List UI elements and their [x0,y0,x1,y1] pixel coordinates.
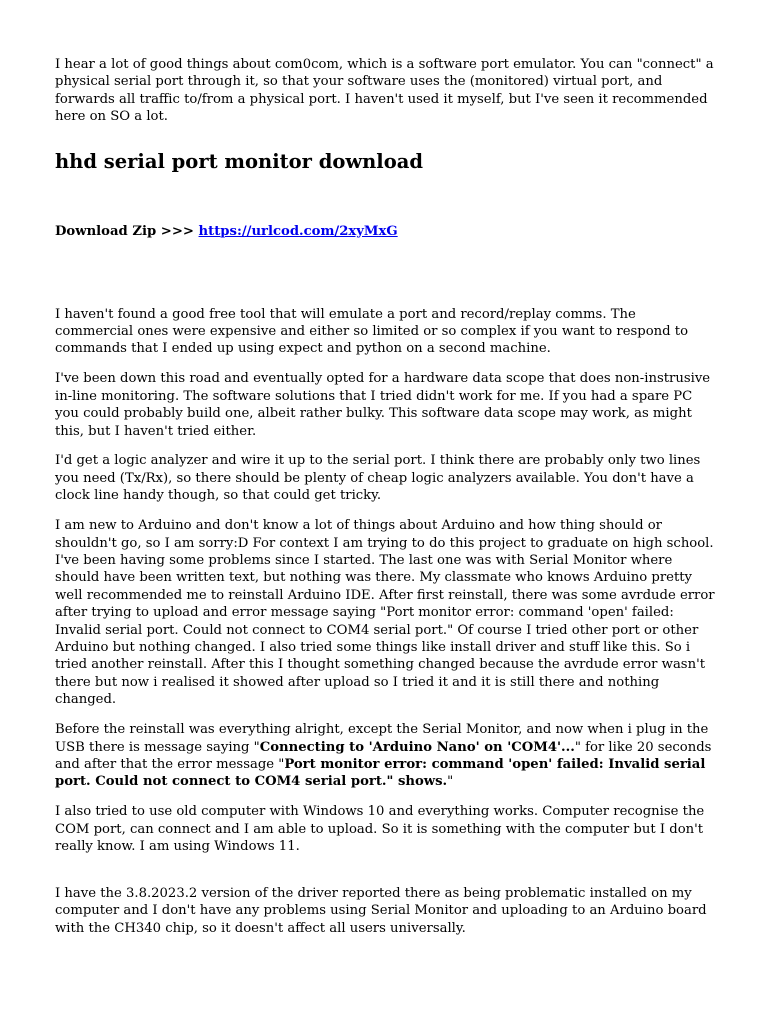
paragraph-5-text-1: Before the reinstall was everything alright, except the Serial Monitor, and now when i plug in the USB there is message saying " [55,722,709,755]
paragraph-5-text-3: " [447,774,454,790]
spacer [55,240,717,306]
paragraph-5 [55,721,717,791]
paragraph-5-bold-2: Port monitor error: command 'open' failed: Invalid serial port. Could not connect to COM4 serial port." shows. [55,756,706,790]
paragraph-2: I've been down this road and eventually opted for a hardware data scope that does non-instrusive in-line monitoring. The software solutions that I tried didn't work for me. If you had a spare PC you could probably build one, albeit rather bulky. This software data scope may work, as might this, but I haven't tried either. [55,371,711,439]
paragraph-4: I am new to Arduino and don't know a lot of things about Arduino and how thing should or shouldn't go, so I am sorry:D For context I am trying to do this project to graduate on high school. I've been having some problems since I started. The last one was with Serial Monitor where should have been written text, but nothing was there. My classmate who knows Arduino pretty well recommended me to reinstall Arduino IDE. After first reinstall, there was some avrdude error after trying to upload and error message saying "Port monitor error: command 'open' failed: Invalid serial port. Could not connect to COM4 serial port." Of course I tried other port or other Arduino but nothing changed. I also tried some things like install driver and stuff like this. So i tried another reinstall. After this I thought something changed because the avrdude error wasn't there but now i realised it showed after upload so I tried it and it is still there and nothing changed. [55,518,715,708]
article [55,56,717,937]
download-line [55,223,717,240]
page-title: hhd serial port monitor download [55,149,423,173]
paragraph-5-bold-1: Connecting to 'Arduino Nano' on 'COM4'... [259,739,575,755]
paragraph-7: I have the 3.8.2023.2 version of the driver reported there as being problematic installed on my computer and I don't have any problems using Serial Monitor and uploading to an Arduino board with the CH340 chip, so it doesn't affect all users universally. [55,886,707,936]
paragraph-3: I'd get a logic analyzer and wire it up to the serial port. I think there are probably only two lines you need (Tx/Rx), so there should be plenty of cheap logic analyzers available. You don't have a clock line handy though, so that could get tricky. [55,453,701,504]
download-link[interactable]: https://urlcod.com/2xyMxG [198,223,398,239]
spacer [55,868,717,885]
download-label: Download Zip >>> [55,223,194,239]
paragraph-5-text-2: " for like 20 seconds and after that the error message " [55,739,712,772]
intro-paragraph: I hear a lot of good things about com0com, which is a software port emulator. You can "connect" a physical serial port through it, so that your software uses the (monitored) virtual port, and forwards all traffic to/from a physical port. I haven't used it myself, but I've seen it recommended here on SO a lot. [55,57,714,125]
paragraph-6: I also tried to use old computer with Windows 10 and everything works. Computer recognise the COM port, can connect and I am able to upload. So it is something with the computer but I don't really know. I am using Windows 11. [55,804,705,855]
paragraph-1: I haven't found a good free tool that will emulate a port and record/replay comms. The commercial ones were expensive and either so limited or so complex if you want to respond to commands that I ended up using expect and python on a second machine. [55,306,689,357]
